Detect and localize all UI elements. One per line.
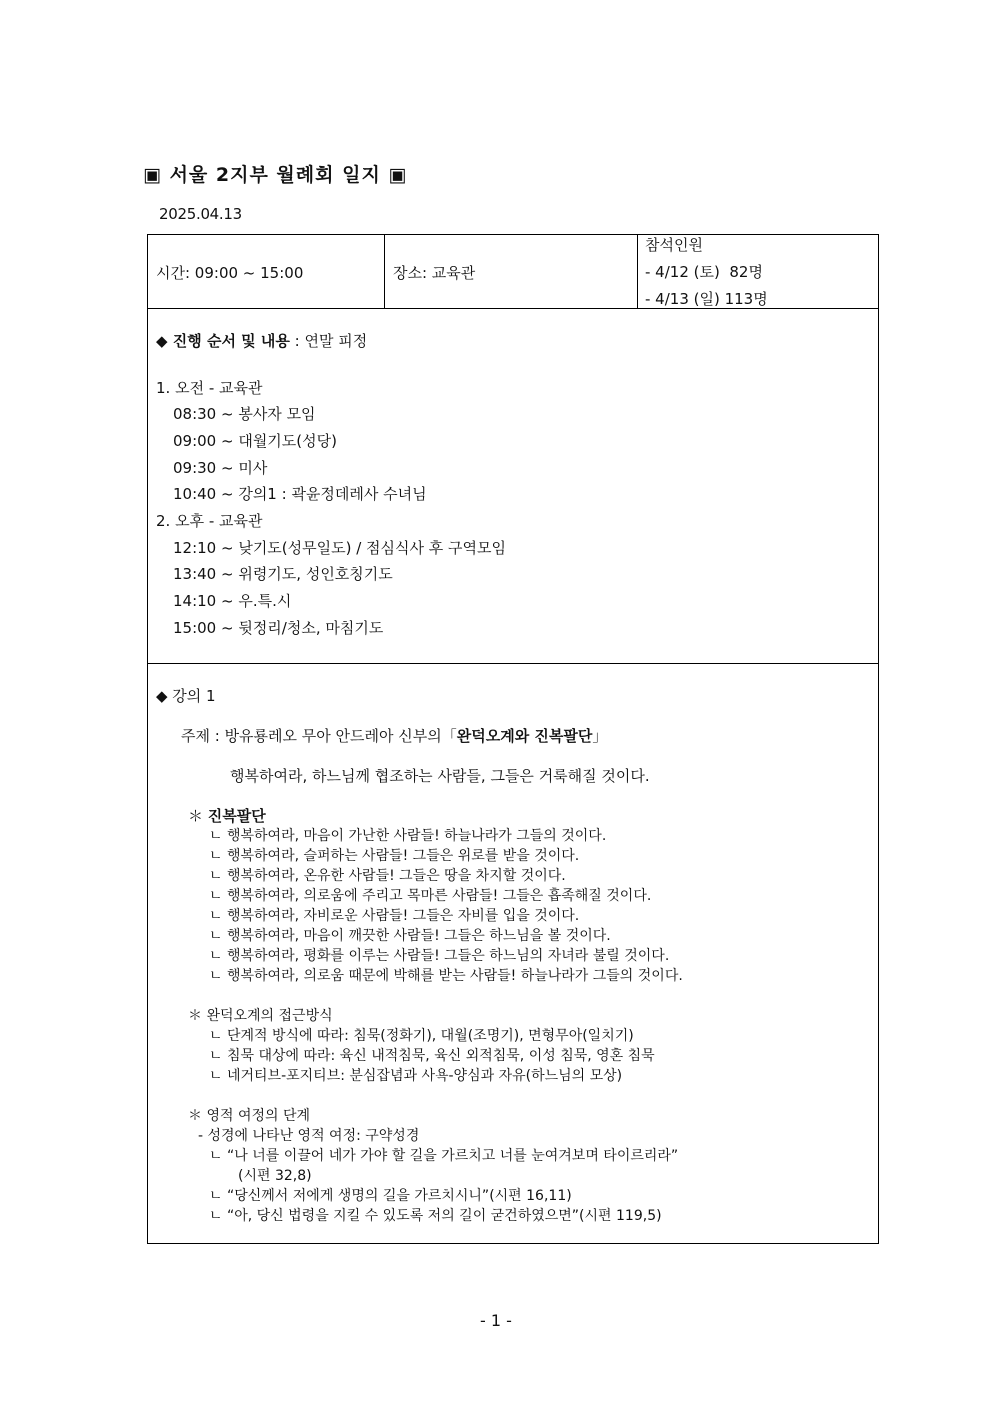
- bullet-star: ＊: [188, 807, 208, 825]
- schedule-item: 15:00 ~ 뒷정리/청소, 마침기도: [173, 619, 384, 637]
- beatitude-item: ㄴ 행복하여라, 온유한 사람들! 그들은 땅을 차지할 것이다.: [209, 868, 566, 884]
- page-number: - 1 -: [480, 1311, 512, 1330]
- lecture-topic-suffix: 」: [592, 727, 608, 745]
- lecture-topic-title: 완덕오계와 진복팔단: [456, 727, 593, 745]
- beatitude-item: ㄴ 행복하여라, 마음이 깨끗한 사람들! 그들은 하느님을 볼 것이다.: [209, 928, 611, 944]
- journey-heading: ＊ 영적 여정의 단계: [188, 1108, 311, 1124]
- approach-item: ㄴ 네거티브-포지티브: 분심잡념과 사욕-양심과 자유(하느님의 모상): [209, 1068, 623, 1084]
- column-divider: [637, 235, 638, 308]
- journey-item-reference: (시편 32,8): [238, 1168, 312, 1184]
- schedule-item: 09:30 ~ 미사: [173, 459, 268, 477]
- approach-heading: ＊ 완덕오계의 접근방식: [188, 1008, 333, 1024]
- schedule-heading-bold: ◆ 진행 순서 및 내용: [156, 332, 290, 350]
- afternoon-title: 2. 오후 - 교육관: [156, 512, 263, 530]
- row-divider: [148, 663, 878, 664]
- beatitude-item: ㄴ 행복하여라, 의로움 때문에 박해를 받는 사람들! 하늘나라가 그들의 것이다.: [209, 968, 683, 984]
- beatitude-item: ㄴ 행복하여라, 평화를 이루는 사람들! 그들은 하느님의 자녀라 불릴 것이다.: [209, 948, 670, 964]
- attendance-saturday: - 4/12 (토) 82명: [645, 263, 763, 281]
- lecture-topic-prefix: 주제 : 방유룡레오 무아 안드레아 신부의「: [181, 727, 457, 745]
- lecture-quote: 행복하여라, 하느님께 협조하는 사람들, 그들은 거룩해질 것이다.: [230, 767, 650, 785]
- document-date: 2025.04.13: [159, 205, 242, 223]
- schedule-item: 09:00 ~ 대월기도(성당): [173, 432, 337, 450]
- row-divider: [148, 308, 878, 309]
- journey-item: ㄴ “당신께서 저에게 생명의 길을 가르치시니”(시편 16,11): [209, 1188, 572, 1204]
- place-cell: 장소: 교육관: [393, 264, 476, 282]
- beatitude-item: ㄴ 행복하여라, 슬퍼하는 사람들! 그들은 위로를 받을 것이다.: [209, 848, 580, 864]
- approach-item: ㄴ 단계적 방식에 따라: 침묵(정화기), 대월(조명기), 면형무아(일치기): [209, 1028, 634, 1044]
- beatitudes-heading: [188, 805, 266, 826]
- attendance-sunday: - 4/13 (일) 113명: [645, 290, 768, 308]
- approach-item: ㄴ 침묵 대상에 따라: 육신 내적침묵, 육신 외적침묵, 이성 침묵, 영혼 침묵: [209, 1048, 655, 1064]
- time-cell: 시간: 09:00 ~ 15:00: [156, 264, 304, 282]
- beatitudes-title: 진복팔단: [207, 807, 266, 825]
- lecture-topic: [181, 725, 607, 746]
- schedule-heading-rest: : 연말 피정: [289, 332, 368, 350]
- log-table: [147, 234, 879, 1244]
- journey-subheading: - 성경에 나타난 영적 여정: 구약성경: [198, 1128, 420, 1144]
- beatitude-item: ㄴ 행복하여라, 자비로운 사람들! 그들은 자비를 입을 것이다.: [209, 908, 580, 924]
- schedule-item: 10:40 ~ 강의1 : 곽윤정데레사 수녀님: [173, 485, 427, 503]
- beatitude-item: ㄴ 행복하여라, 마음이 가난한 사람들! 하늘나라가 그들의 것이다.: [209, 828, 607, 844]
- lecture-heading: ◆ 강의 1: [156, 687, 216, 705]
- document-title: ▣ 서울 2지부 월례회 일지 ▣: [143, 164, 408, 186]
- schedule-item: 14:10 ~ 우.특.시: [173, 592, 292, 610]
- beatitude-item: ㄴ 행복하여라, 의로움에 주리고 목마른 사람들! 그들은 흡족해질 것이다.: [209, 888, 652, 904]
- journey-item: ㄴ “나 너를 이끌어 네가 가야 할 길을 가르치고 너를 눈여겨보며 타이르리라”: [209, 1148, 679, 1164]
- morning-title: 1. 오전 - 교육관: [156, 379, 263, 397]
- schedule-heading: [156, 330, 367, 351]
- schedule-item: 13:40 ~ 위령기도, 성인호칭기도: [173, 565, 393, 583]
- schedule-item: 08:30 ~ 봉사자 모임: [173, 405, 316, 423]
- schedule-item: 12:10 ~ 낮기도(성무일도) / 점심식사 후 구역모임: [173, 539, 507, 557]
- attendance-label: 참석인원: [645, 236, 703, 254]
- journey-item: ㄴ “아, 당신 법령을 지킬 수 있도록 저의 길이 굳건하였으면”(시편 119,5): [209, 1208, 662, 1224]
- column-divider: [384, 235, 385, 308]
